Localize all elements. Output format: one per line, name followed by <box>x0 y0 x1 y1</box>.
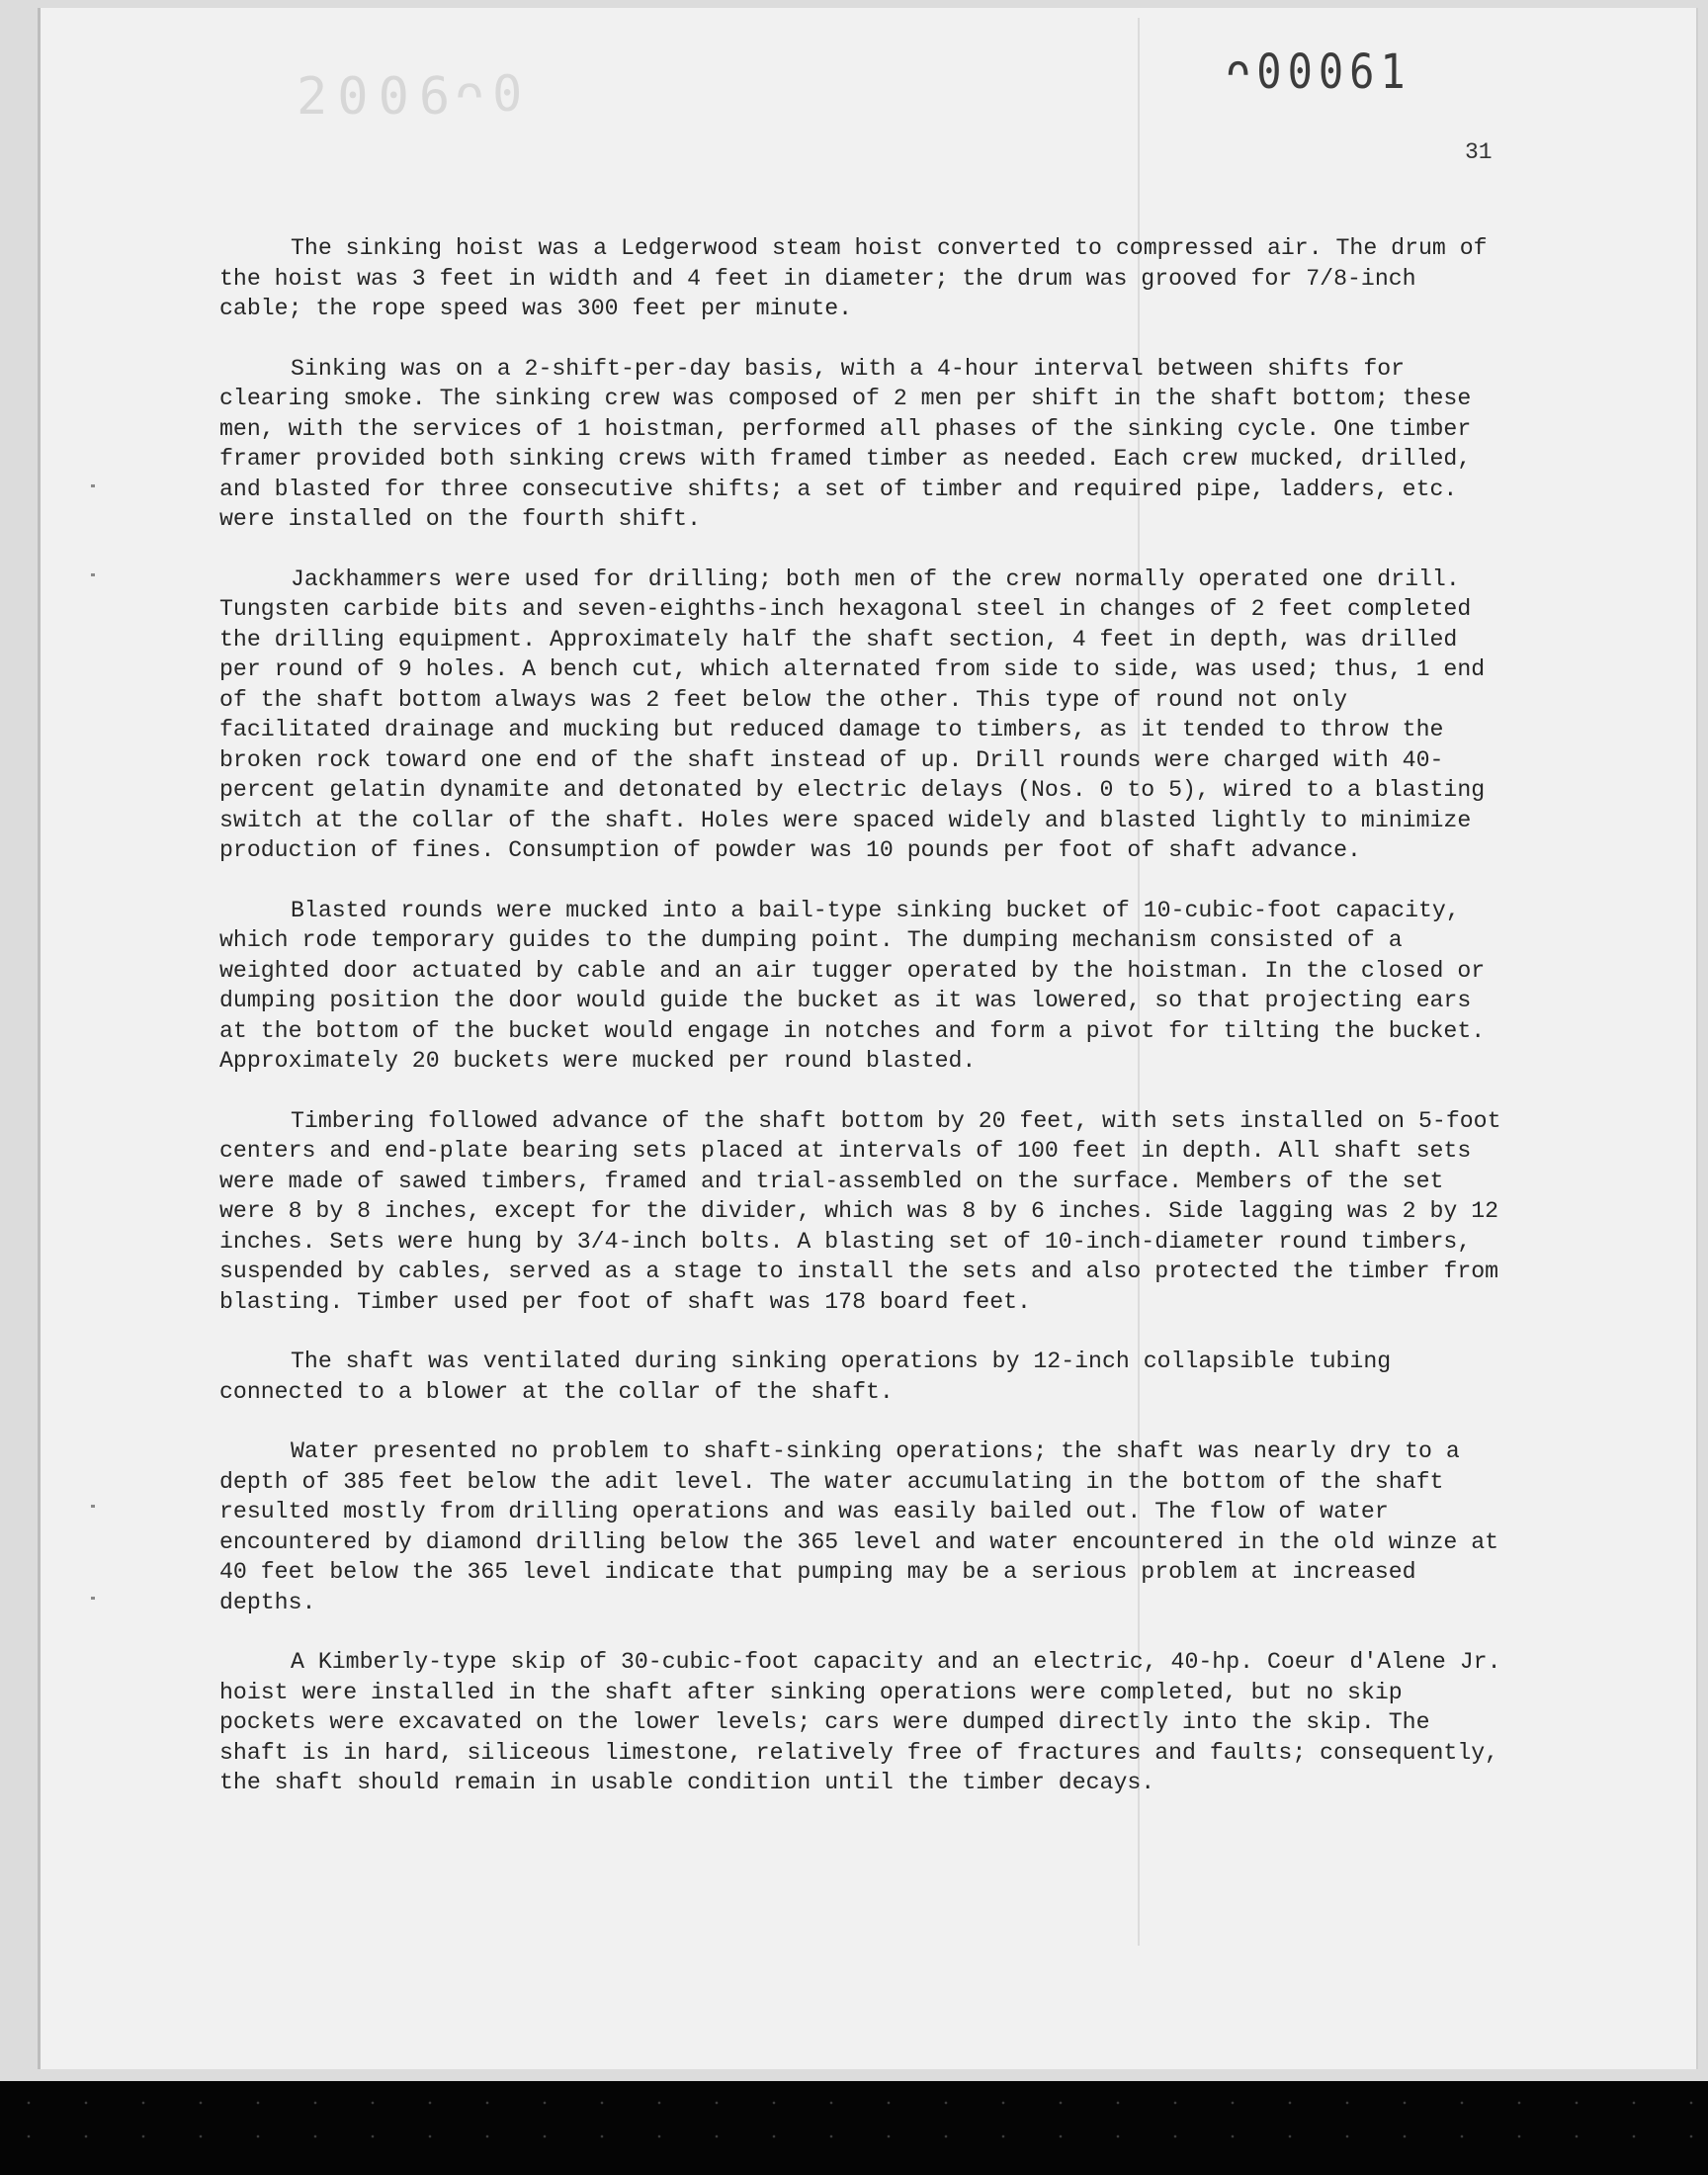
document-stamp-number: ᴖ00061 <box>1226 44 1411 100</box>
body-text <box>219 233 1504 1828</box>
margin-mark <box>91 1597 95 1600</box>
paragraph-water: Water presented no problem to shaft-sinking operations; the shaft was nearly dry to a depth of 385 feet below the adit level. The water accumulating in the bottom of the shaft resulted mostly from drilling operations and was easily bailed out. The flow of water encountered by diamond drilling below the 365 level and water encountered in the old winze at 40 feet below the 365 level indicate that pumping may be a serious problem at increased depths. <box>219 1438 1499 1615</box>
margin-mark <box>91 573 95 576</box>
margin-mark <box>91 484 95 487</box>
paragraph-mucking: Blasted rounds were mucked into a bail-type sinking bucket of 10-cubic-foot capacity, which rode temporary guides to the dumping point. The dumping mechanism consisted of a weighted door actuated by cable and an air tugger operated by the hoistman. In the closed or dumping position the door would guide the bucket as it was lowered, so that projecting ears at the bottom of the bucket would engage in notches and form a pivot for tilting the bucket. Approximately 20 buckets were mucked per round blasted. <box>219 897 1486 1074</box>
paragraph-drilling: Jackhammers were used for drilling; both men of the crew normally operated one drill. Tungsten carbide bits and seven-eighths-inch hexagonal steel in changes of 2 feet completed the drilling equipment. Approximately half the shaft section, 4 feet in depth, was drilled per round of 9 holes. A bench cut, which alternated from side to side, was used; thus, 1 end of the shaft bottom always was 2 feet below the other. This type of round not only facilitated drainage and mucking but reduced damage to timbers, as it tended to throw the broken rock toward one end of the shaft instead of up. Drill rounds were charged with 40-percent gelatin dynamite and detonated by electric delays (Nos. 0 to 5), wired to a blasting switch at the collar of the shaft. Holes were spaced widely and blasted lightly to minimize production of fines. Consumption of powder was 10 pounds per foot of shaft advance. <box>219 566 1486 863</box>
margin-mark <box>91 1505 95 1508</box>
bleed-through-number-2: ᴖ0 <box>455 65 531 123</box>
paragraph-timbering: Timbering followed advance of the shaft bottom by 20 feet, with sets installed on 5-foot centers and end-plate bearing sets placed at intervals of 100 feet in depth. All shaft sets were made of sawed timbers, framed and trial-assembled on the surface. Members of the set were 8 by 8 inches, except for the divider, which was 8 by 6 inches. Side lagging was 2 by 12 inches. Sets were hung by 3/4-inch bolts. A blasting set of 10-inch-diameter round timbers, suspended by cables, served as a stage to install the sets and also protected the timber from blasting. Timber used per foot of shaft was 178 board feet. <box>219 1107 1501 1315</box>
scanner-noise <box>0 2086 1708 2165</box>
paragraph-sinking-shifts: Sinking was on a 2-shift-per-day basis, with a 4-hour interval between shifts for clearing smoke. The sinking crew was composed of 2 men per shift in the shaft bottom; these men, with the services of 1 hoistman, performed all phases of the sinking cycle. One timber framer provided both sinking crews with framed timber as needed. Each crew mucked, drilled, and blasted for three consecutive shifts; a set of timber and required pipe, ladders, etc. were installed on the fourth shift. <box>219 355 1472 532</box>
paragraph-ventilation: The shaft was ventilated during sinking operations by 12-inch collapsible tubing connected to a blower at the collar of the shaft. <box>219 1348 1392 1405</box>
paragraph-sinking-hoist: The sinking hoist was a Ledgerwood steam hoist converted to compressed air. The drum of the hoist was 3 feet in width and 4 feet in diameter; the drum was grooved for 7/8-inch cable; the rope speed was 300 feet per minute. <box>219 235 1488 321</box>
bleed-through-number: 2006 <box>297 67 461 127</box>
paragraph-skip-hoist: A Kimberly-type skip of 30-cubic-foot capacity and an electric, 40-hp. Coeur d'Alene Jr. hoist were installed in the shaft after sinking operations were completed, but no skip pockets were excavated on the lower levels; cars were dumped directly into the skip. The shaft is in hard, siliceous limestone, relatively free of fractures and faults; consequently, the shaft should remain in usable condition until the timber decays. <box>219 1649 1501 1795</box>
page-number: 31 <box>1465 139 1493 165</box>
